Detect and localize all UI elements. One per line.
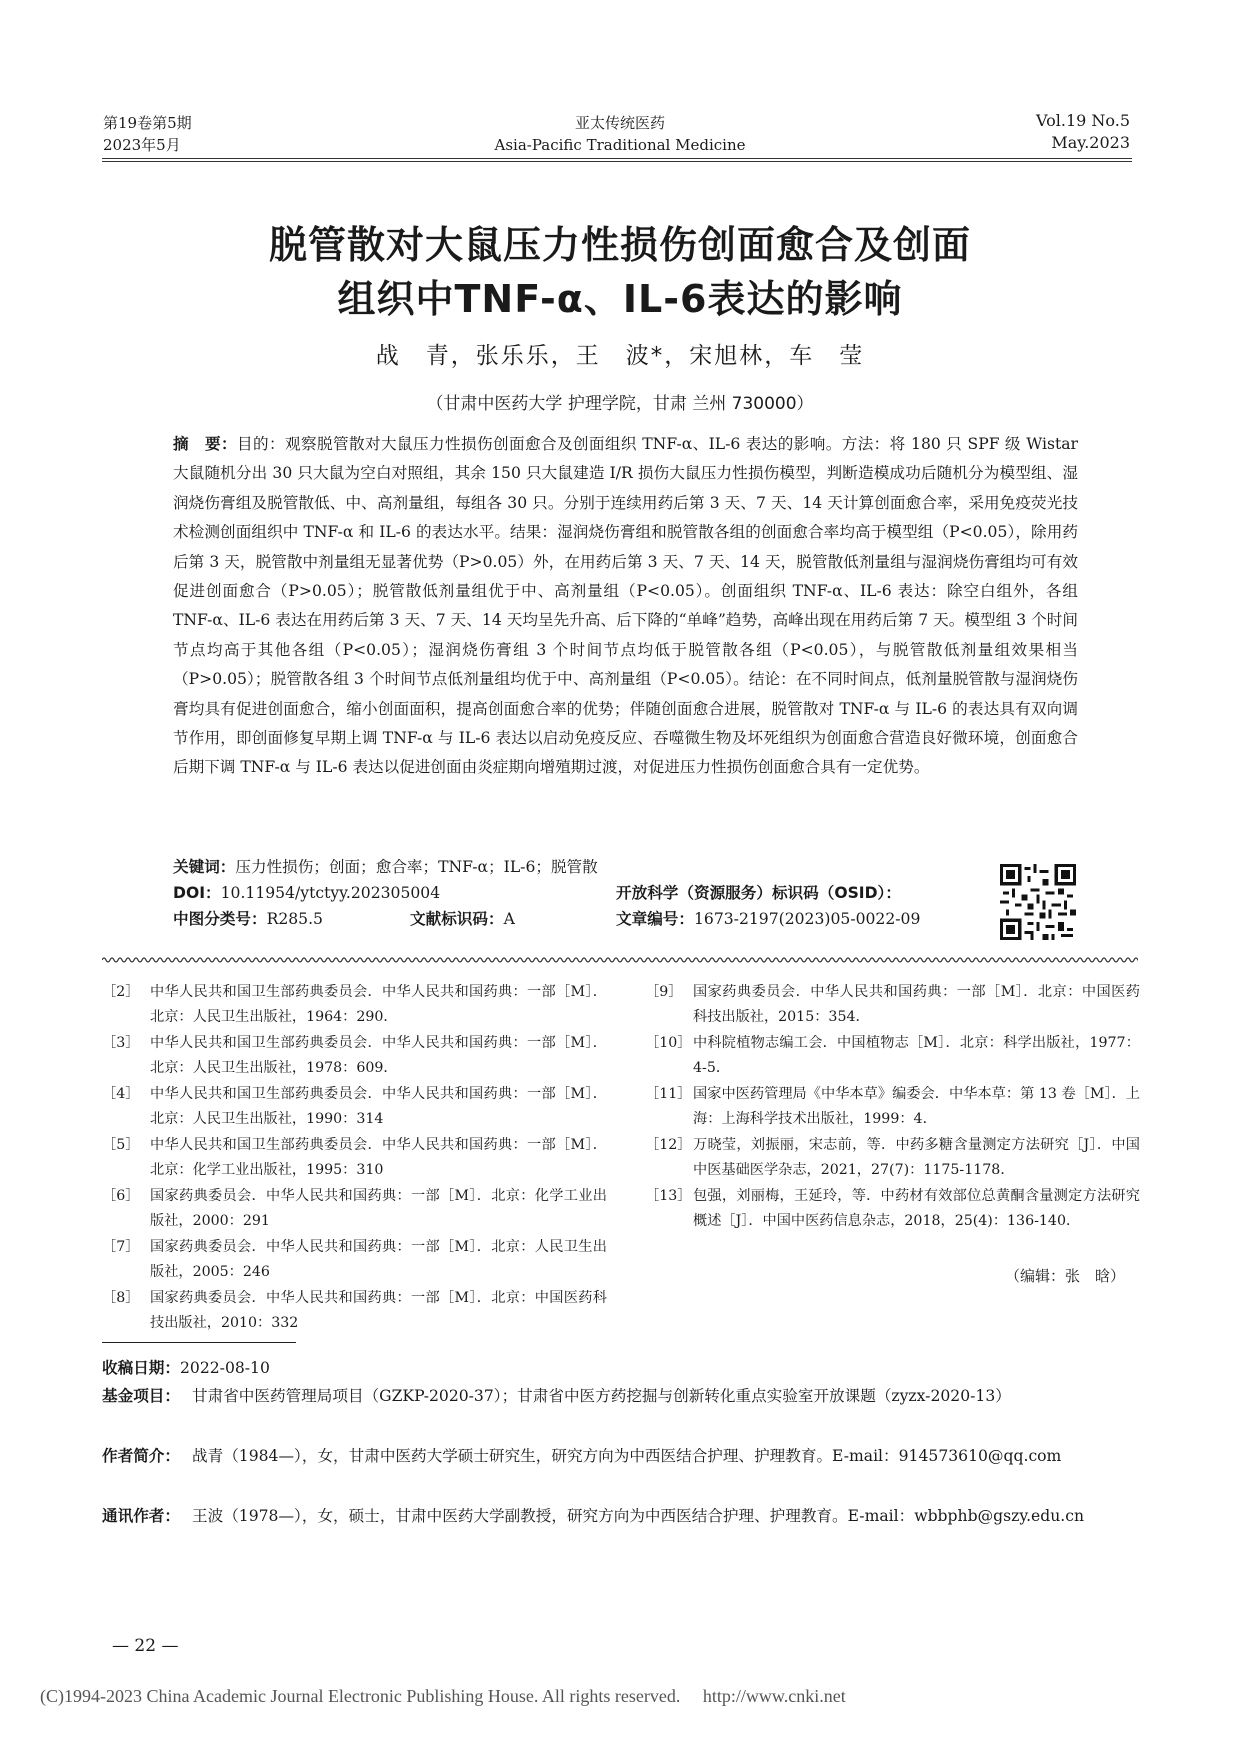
journal-volume-issue bbox=[103, 112, 192, 156]
reference-item bbox=[645, 980, 1140, 1029]
keywords-label: 关键词： bbox=[173, 858, 236, 876]
reference-text: 中科院植物志编工会．中国植物志［M］．北京：科学出版社，1977：4-5． bbox=[693, 1035, 1140, 1076]
reference-text: 包强，刘丽梅，王延玲，等．中药材有效部位总黄酮含量测定方法研究概述［J］．中国中医药信息杂志，2018，25(4)：136-140． bbox=[693, 1188, 1140, 1229]
reference-text: 中华人民共和国卫生部药典委员会．中华人民共和国药典：一部［M］．北京：人民卫生出版社，1978：609． bbox=[150, 1035, 607, 1076]
editor-credit: （编辑：张 晗） bbox=[1005, 1267, 1126, 1285]
issue-date: 2023年5月 bbox=[103, 136, 181, 154]
reference-number: ［2］ bbox=[102, 984, 140, 1000]
doi-value[interactable]: 10.11954/ytctyy.202305004 bbox=[220, 884, 441, 902]
abstract-text: 目的：观察脱管散对大鼠压力性损伤创面愈合及创面组织 TNF-α、IL-6 表达的影响。方法：将 180 只 SPF 级 Wistar 大鼠随机分出 30 只大鼠为空白对照组，其余 150 只大鼠建造 I/R 损伤大鼠压力性损伤模型，判断造模成功后随机分为模型组、湿润烧伤膏组及脱管散低、中、高剂量组，每组各 30 只。分别于连续用药后第 3 天、7 天、14 天计算创面愈合率，采用免疫荧光技术检测创面组织中 TNF-α 和 IL-6 的表达水平。结果：湿润烧伤膏组和脱管散各组的创面愈合率均高于模型组（P<0.05），除用药后第 3 天，脱管散中剂量组无显著优势（P>0.05）外，在用药后第 3 天、7 天、14 天，脱管散低剂量组与湿润烧伤膏组均可有效促进创面愈合（P>0.05）；脱管散低剂量组优于中、高剂量组（P<0.05）。创面组织 TNF-α、IL-6 表达：除空白组外，各组 TNF-α、IL-6 表达在用药后第 3 天、7 天、14 天均呈先升高、后下降的“单峰”趋势，高峰出现在用药后第 7 天。模型组 3 个时间节点均高于其他各组（P<0.05）；湿润烧伤膏组 3 个时间节点均低于脱管散各组（P<0.05），与脱管散低剂量组效果相当（P>0.05）；脱管散各组 3 个时间节点低剂量组均优于中、高剂量组（P<0.05）。结论：在不同时间点，低剂量脱管散与湿润烧伤膏均具有促进创面愈合，缩小创面面积，提高创面愈合率的优势；伴随创面愈合进展，脱管散对 TNF-α 与 IL-6 的表达具有双向调节作用，即创面修复早期上调 TNF-α 与 IL-6 表达以启动免疫反应、吞噬微生物及坏死组织为创面愈合营造良好微环境，创面愈合后期下调 TNF-α 与 IL-6 表达以促进创面由炎症期向增殖期过渡，对促进压力性损伤创面愈合具有一定优势。 bbox=[173, 435, 1078, 777]
reference-text: 万晓莹，刘振丽，宋志前，等．中药多糖含量测定方法研究［J］．中国中医基础医学杂志，2021，27(7)：1175-1178． bbox=[693, 1137, 1140, 1178]
fund-value: 甘肃省中医药管理局项目（GZKP-2020-37）；甘肃省中医方药挖掘与创新转化重点实验室开放课题（zyzx-2020-13） bbox=[192, 1387, 1011, 1405]
reference-number: ［3］ bbox=[102, 1035, 140, 1051]
clc-number bbox=[173, 906, 323, 932]
osid bbox=[616, 880, 901, 906]
keywords-text: 压力性损伤；创面；愈合率；TNF-α；IL-6；脱管散 bbox=[235, 858, 598, 876]
reference-number: ［6］ bbox=[102, 1188, 140, 1204]
reference-number: ［13］ bbox=[645, 1188, 692, 1204]
reference-text: 国家药典委员会．中华人民共和国药典：一部［M］．北京：中国医药科技出版社，2010：332 bbox=[150, 1290, 607, 1331]
clc-value: R285.5 bbox=[266, 910, 323, 928]
date-en: May.2023 bbox=[1051, 133, 1130, 152]
reference-number: ［10］ bbox=[645, 1035, 692, 1051]
reference-item bbox=[102, 1184, 607, 1233]
corresponding-value: 王波（1978—），女，硕士，甘肃中医药大学副教授，研究方向为中西医结合护理、护理教育。E-mail：wbbphb@gszy.edu.cn bbox=[192, 1507, 1085, 1525]
reference-number: ［4］ bbox=[102, 1086, 140, 1102]
fund-project bbox=[102, 1382, 1142, 1410]
reference-text: 国家药典委员会．中华人民共和国药典：一部［M］．北京：人民卫生出版社，2005：246 bbox=[150, 1239, 607, 1280]
article-no-label: 文章编号： bbox=[616, 910, 694, 928]
title-line-1: 脱管散对大鼠压力性损伤创面愈合及创面 bbox=[268, 223, 971, 267]
author-bio-label: 作者简介： bbox=[102, 1447, 180, 1465]
reference-item bbox=[102, 980, 607, 1029]
reference-text: 国家药典委员会．中华人民共和国药典：一部［M］．北京：中国医药科技出版社，2015：354． bbox=[693, 984, 1140, 1025]
reference-item bbox=[102, 1082, 607, 1131]
reference-number: ［11］ bbox=[645, 1086, 692, 1102]
received-date bbox=[102, 1354, 1142, 1382]
copyright-notice: (C)1994-2023 China Academic Journal Electronic Publishing House. All rights reserved. http://www.cnki.net bbox=[40, 1686, 846, 1706]
doi bbox=[173, 880, 440, 906]
received-value: 2022-08-10 bbox=[179, 1359, 270, 1377]
journal-name-cn: 亚太传统医药 bbox=[574, 114, 665, 132]
author-bio bbox=[102, 1442, 1142, 1470]
abstract bbox=[173, 430, 1078, 783]
reference-text: 中华人民共和国卫生部药典委员会．中华人民共和国药典：一部［M］．北京：人民卫生出版社，1990：314 bbox=[150, 1086, 607, 1127]
article-no-value: 1673-2197(2023)05-0022-09 bbox=[693, 910, 921, 928]
page-number: — 22 — bbox=[112, 1636, 179, 1656]
header-rule bbox=[102, 158, 1132, 159]
doc-code-value: A bbox=[503, 910, 515, 928]
document-code bbox=[410, 906, 515, 932]
reference-item bbox=[102, 1235, 607, 1284]
reference-text: 国家药典委员会．中华人民共和国药典：一部［M］．北京：化学工业出版社，2000：291 bbox=[150, 1188, 607, 1229]
reference-text: 国家中医药管理局《中华本草》编委会．中华本草：第 13 卷［M］．上海：上海科学技术出版社，1999：4． bbox=[693, 1086, 1140, 1127]
doi-label: DOI： bbox=[173, 884, 221, 902]
article-number bbox=[616, 906, 920, 932]
reference-item bbox=[102, 1133, 607, 1182]
affiliation: （甘肃中医药大学 护理学院，甘肃 兰州 730000） bbox=[426, 394, 814, 414]
received-label: 收稿日期： bbox=[102, 1359, 180, 1377]
volume-no-en: Vol.19 No.5 bbox=[1036, 111, 1130, 130]
reference-item bbox=[645, 1133, 1140, 1182]
journal-name-en: Asia-Pacific Traditional Medicine bbox=[494, 136, 746, 154]
abstract-label: 摘 要： bbox=[173, 435, 237, 453]
references-right-column bbox=[645, 980, 1140, 1235]
journal-name bbox=[430, 112, 810, 156]
reference-item bbox=[102, 1286, 607, 1335]
doc-code-label: 文献标识码： bbox=[410, 910, 504, 928]
reference-item bbox=[645, 1082, 1140, 1131]
fund-label: 基金项目： bbox=[102, 1387, 180, 1405]
wavy-separator bbox=[102, 956, 1138, 964]
corresponding-label: 通讯作者： bbox=[102, 1507, 180, 1525]
reference-item bbox=[102, 1031, 607, 1080]
references-left-column bbox=[102, 980, 607, 1337]
reference-number: ［12］ bbox=[645, 1137, 692, 1153]
reference-text: 中华人民共和国卫生部药典委员会．中华人民共和国药典：一部［M］．北京：化学工业出版社，1995：310 bbox=[150, 1137, 607, 1178]
reference-number: ［5］ bbox=[102, 1137, 140, 1153]
footnote-rule bbox=[102, 1342, 296, 1343]
reference-item bbox=[645, 1031, 1140, 1080]
author-bio-value: 战青（1984—），女，甘肃中医药大学硕士研究生，研究方向为中西医结合护理、护理教育。E-mail：914573610@qq.com bbox=[192, 1447, 1062, 1465]
reference-text: 中华人民共和国卫生部药典委员会．中华人民共和国药典：一部［M］．北京：人民卫生出版社，1964：290． bbox=[150, 984, 607, 1025]
volume-issue: 第19卷第5期 bbox=[103, 114, 192, 132]
author-list: 战 青，张乐乐，王 波*，宋旭林，车 莹 bbox=[375, 343, 865, 369]
reference-number: ［8］ bbox=[102, 1290, 140, 1306]
osid-label: 开放科学（资源服务）标识码（OSID）： bbox=[616, 884, 901, 902]
clc-label: 中图分类号： bbox=[173, 910, 267, 928]
keywords bbox=[173, 854, 933, 880]
journal-volume-en bbox=[1036, 110, 1130, 154]
article-title bbox=[140, 218, 1100, 326]
reference-item bbox=[645, 1184, 1140, 1233]
qr-code-icon[interactable] bbox=[1000, 864, 1076, 940]
reference-number: ［9］ bbox=[645, 984, 683, 1000]
header-rule-double bbox=[102, 161, 1132, 162]
corresponding-author bbox=[102, 1502, 1142, 1530]
title-line-2: 组织中TNF-α、IL-6表达的影响 bbox=[337, 277, 903, 321]
reference-number: ［7］ bbox=[102, 1239, 140, 1255]
